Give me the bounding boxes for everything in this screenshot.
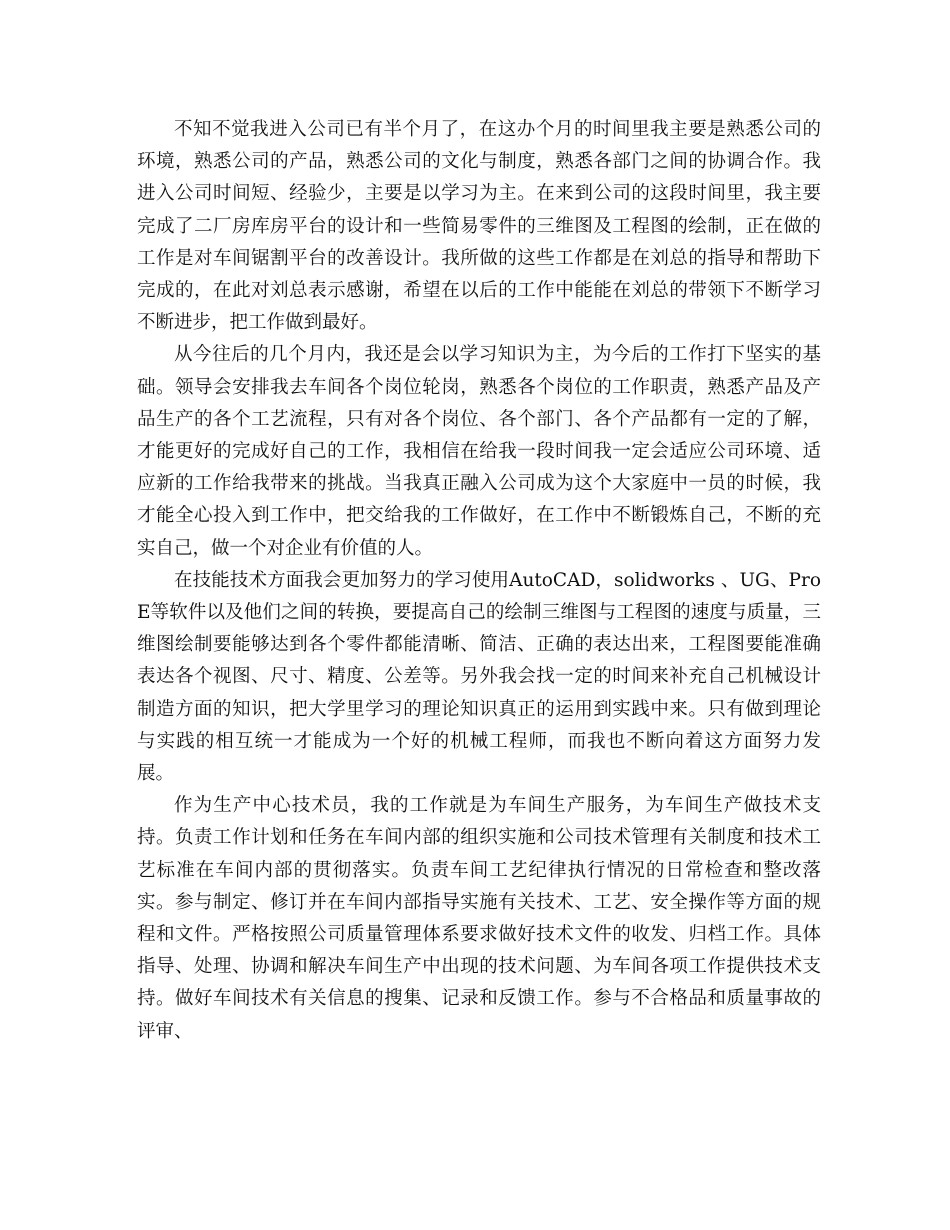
- document-body: [137, 114, 821, 1048]
- paragraph-4: 作为生产中心技术员，我的工作就是为车间生产服务，为车间生产做技术支持。负责工作计划和任务在车间内部的组织实施和公司技术管理有关制度和技术工艺标准在车间内部的贯彻落实。负责车间工艺纪律执行情况的日常检查和整改落实。参与制定、修订并在车间内部指导实施有关技术、工艺、安全操作等方面的规程和文件。严格按照公司质量管理体系要求做好技术文件的收发、归档工作。具体指导、处理、协调和解决车间生产中出现的技术问题、为车间各项工作提供技术支持。做好车间技术有关信息的搜集、记录和反馈工作。参与不合格品和质量事故的评审、: [137, 795, 821, 1042]
- paragraph-1: 不知不觉我进入公司已有半个月了，在这办个月的时间里我主要是熟悉公司的环境，熟悉公司的产品，熟悉公司的文化与制度，熟悉各部门之间的协调合作。我进入公司时间短、经验少，主要是以学习为主。在来到公司的这段时间里，我主要完成了二厂房库房平台的设计和一些简易零件的三维图及工程图的绘制，正在做的工作是对车间锯割平台的改善设计。我所做的这些工作都是在刘总的指导和帮助下完成的，在此对刘总表示感谢，希望在以后的工作中能能在刘总的带领下不断学习不断进步，把工作做到最好。: [137, 119, 821, 334]
- paragraph-3: 在技能技术方面我会更加努力的学习使用AutoCAD，solidworks 、UG、ProE等软件以及他们之间的转换，要提高自己的绘制三维图与工程图的速度与质量，三维图绘制要能够达到各个零件都能清晰、简洁、正确的表达出来，工程图要能准确表达各个视图、尺寸、精度、公差等。另外我会找一定的时间来补充自己机械设计制造方面的知识，把大学里学习的理论知识真正的运用到实践中来。只有做到理论与实践的相互统一才能成为一个好的机械工程师，而我也不断向着这方面努力发展。: [137, 569, 821, 785]
- paragraph-2: 从今往后的几个月内，我还是会以学习知识为主，为今后的工作打下坚实的基础。领导会安排我去车间各个岗位轮岗，熟悉各个岗位的工作职责，熟悉产品及产品生产的各个工艺流程，只有对各个岗位、各个部门、各个产品都有一定的了解，才能更好的完成好自己的工作，我相信在给我一段时间我一定会适应公司环境、适应新的工作给我带来的挑战。当我真正融入公司成为这个大家庭中一员的时候，我才能全心投入到工作中，把交给我的工作做好，在工作中不断锻炼自己，不断的充实自己，做一个对企业有价值的人。: [137, 344, 821, 559]
